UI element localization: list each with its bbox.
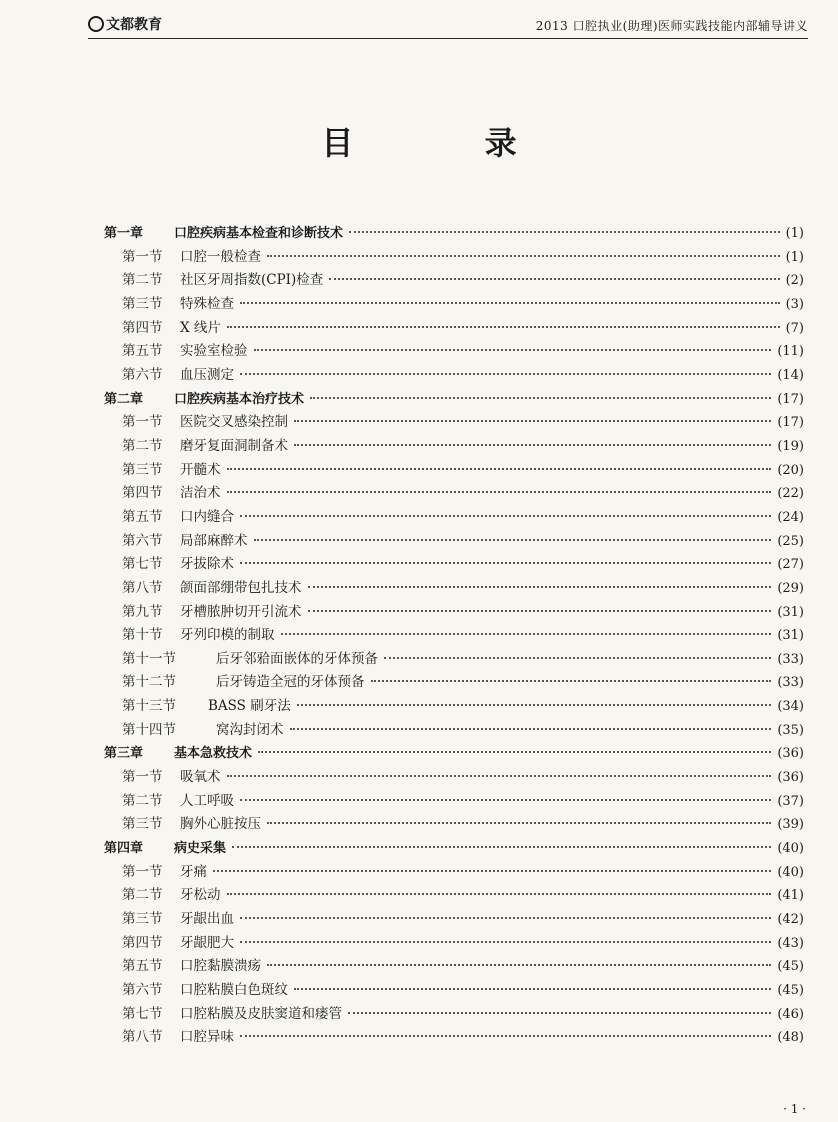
toc-entry-page: (25) [777, 533, 804, 549]
publisher-logo [88, 14, 162, 34]
toc-entry-title: 牙槽脓肿切开引流术 [180, 603, 302, 620]
toc-entry-title: 基本急救技术 [174, 746, 253, 762]
toc-entry-page: (2) [785, 273, 804, 289]
toc-entry-number: 第八节 [122, 579, 163, 596]
toc-section-entry[interactable] [104, 482, 804, 506]
dot-leader [240, 562, 771, 564]
toc-entry-number: 第五节 [122, 958, 163, 975]
dot-leader [240, 373, 771, 375]
toc-chapter-entry[interactable] [104, 388, 804, 412]
dot-leader [384, 657, 771, 659]
toc-entry-page: (29) [777, 580, 804, 596]
toc-entry-page: (31) [777, 628, 804, 644]
dot-leader [240, 515, 771, 517]
header-title: 2013 口腔执业(助理)医师实践技能内部辅导讲义 [535, 19, 808, 33]
toc-entry-page: (11) [777, 344, 804, 360]
toc-entry-title: 胸外心脏按压 [180, 816, 261, 833]
dot-leader [267, 964, 771, 966]
toc-entry-title: 洁治术 [180, 485, 221, 502]
toc-entry-title: 局部麻醉术 [180, 532, 248, 549]
dot-leader [227, 775, 772, 777]
toc-section-entry[interactable] [104, 553, 804, 577]
toc-entry-number: 第四节 [122, 485, 163, 502]
toc-entry-page: (20) [777, 462, 804, 478]
toc-entry-title: 牙列印模的制取 [180, 627, 275, 644]
toc-entry-title: 牙拔除术 [180, 556, 234, 573]
dot-leader [294, 444, 771, 446]
toc-entry-number: 第四节 [122, 319, 163, 336]
toc-entry-title: 后牙邻𬌗面嵌体的牙体预备 [216, 650, 378, 667]
toc-entry-title: BASS 刷牙法 [208, 698, 291, 715]
toc-entry-page: (27) [777, 557, 804, 573]
toc-entry-number: 第八节 [122, 1029, 163, 1046]
toc-entry-page: (1) [785, 249, 804, 265]
toc-section-entry[interactable] [104, 364, 804, 388]
dot-leader [240, 1035, 771, 1037]
page-title: 目 录 [321, 124, 577, 162]
dot-leader [267, 822, 771, 824]
dot-leader [294, 420, 771, 422]
toc-section-entry[interactable] [104, 317, 804, 341]
toc-entry-number: 第十二节 [122, 674, 176, 691]
toc-entry-title: 吸氧术 [180, 769, 221, 786]
toc-entry-page: (40) [777, 864, 804, 880]
toc-section-entry[interactable] [104, 340, 804, 364]
toc-entry-page: (24) [777, 509, 804, 525]
toc-section-entry[interactable] [104, 601, 804, 625]
toc-entry-title: 实验室检验 [180, 343, 248, 360]
logo-text: 文都教育 [106, 17, 162, 33]
toc-entry-number: 第三章 [104, 746, 144, 762]
dot-leader [371, 680, 772, 682]
dot-leader [227, 326, 780, 328]
toc-entry-title: 牙龈肥大 [180, 934, 234, 951]
toc-section-entry[interactable] [104, 1003, 804, 1027]
toc-entry-page: (22) [777, 486, 804, 502]
toc-entry-number: 第五节 [122, 343, 163, 360]
dot-leader [240, 917, 771, 919]
toc-entry-title: 颌面部绷带包扎技术 [180, 579, 302, 596]
toc-entry-page: (3) [785, 296, 804, 312]
toc-entry-number: 第四节 [122, 934, 163, 951]
toc-entry-page: (40) [777, 841, 804, 857]
dot-leader [329, 278, 779, 280]
toc-entry-number: 第一节 [122, 863, 163, 880]
dot-leader [254, 539, 772, 541]
toc-entry-number: 第六节 [122, 532, 163, 549]
toc-entry-title: 口腔一般检查 [180, 248, 261, 265]
toc-section-entry[interactable] [104, 861, 804, 885]
toc-entry-page: (42) [777, 912, 804, 928]
toc-chapter-entry[interactable] [104, 742, 804, 766]
toc-entry-title: 牙痛 [180, 863, 207, 880]
toc-section-entry[interactable] [104, 435, 804, 459]
dot-leader [349, 231, 780, 233]
dot-leader [308, 586, 772, 588]
toc-section-entry[interactable] [104, 884, 804, 908]
toc-entry-number: 第一节 [122, 414, 163, 431]
toc-entry-number: 第十四节 [122, 721, 176, 738]
toc-section-entry[interactable] [104, 293, 804, 317]
dot-leader [254, 349, 772, 351]
dot-leader [213, 870, 771, 872]
toc-entry-page: (31) [777, 604, 804, 620]
toc-entry-page: (36) [777, 746, 804, 762]
toc-section-entry[interactable] [104, 506, 804, 530]
toc-section-entry[interactable] [104, 648, 804, 672]
dot-leader [227, 893, 772, 895]
toc-section-entry[interactable] [104, 908, 804, 932]
toc-entry-number: 第二节 [122, 272, 163, 289]
toc-section-entry[interactable] [104, 766, 804, 790]
toc-entry-title: 牙龈出血 [180, 911, 234, 928]
toc-entry-page: (17) [777, 415, 804, 431]
toc-section-entry[interactable] [104, 790, 804, 814]
toc-entry-title: 口腔疾病基本检查和诊断技术 [174, 226, 344, 241]
toc-entry-page: (48) [777, 1030, 804, 1046]
dot-leader [227, 491, 772, 493]
toc-entry-page: (45) [777, 959, 804, 975]
toc-entry-number: 第三节 [122, 816, 163, 833]
toc-entry-page: (17) [777, 391, 804, 407]
toc-entry-page: (33) [777, 651, 804, 667]
toc-entry-number: 第九节 [122, 603, 163, 620]
toc-section-entry[interactable] [104, 577, 804, 601]
toc-entry-title: 社区牙周指数(CPI)检查 [180, 272, 324, 289]
toc-section-entry[interactable] [104, 979, 804, 1003]
table-of-contents [104, 222, 804, 1050]
toc-section-entry[interactable] [104, 411, 804, 435]
page-number: · 1 · [783, 1102, 806, 1116]
toc-entry-title: 血压测定 [180, 366, 234, 383]
dot-leader [308, 610, 772, 612]
toc-section-entry[interactable] [104, 671, 804, 695]
toc-entry-number: 第一节 [122, 248, 163, 265]
toc-entry-number: 第二章 [104, 391, 144, 407]
toc-entry-title: 医院交叉感染控制 [180, 414, 288, 431]
toc-entry-number: 第四章 [104, 841, 144, 857]
toc-section-entry[interactable] [104, 719, 804, 743]
toc-section-entry[interactable] [104, 813, 804, 837]
dot-leader [240, 941, 771, 943]
toc-entry-page: (7) [785, 320, 804, 336]
toc-entry-page: (33) [777, 675, 804, 691]
toc-entry-page: (34) [777, 699, 804, 715]
toc-entry-title: 磨牙复面洞制备术 [180, 437, 288, 454]
toc-entry-page: (36) [777, 770, 804, 786]
toc-section-entry[interactable] [104, 695, 804, 719]
toc-entry-page: (35) [777, 722, 804, 738]
toc-section-entry[interactable] [104, 932, 804, 956]
dot-leader [240, 302, 780, 304]
toc-entry-title: 窝沟封闭术 [216, 721, 284, 738]
toc-entry-page: (41) [777, 888, 804, 904]
dot-leader [267, 255, 780, 257]
toc-entry-number: 第十一节 [122, 650, 176, 667]
toc-entry-page: (37) [777, 793, 804, 809]
toc-entry-page: (46) [777, 1006, 804, 1022]
toc-entry-title: 口腔疾病基本治疗技术 [174, 391, 305, 407]
dot-leader [240, 799, 771, 801]
toc-entry-number: 第六节 [122, 982, 163, 998]
toc-entry-page: (45) [777, 983, 804, 998]
toc-entry-number: 第六节 [122, 366, 163, 383]
toc-section-entry[interactable] [104, 624, 804, 648]
dot-leader [232, 846, 771, 848]
toc-entry-title: 特殊检查 [180, 295, 234, 312]
dot-leader [310, 397, 771, 399]
toc-section-entry[interactable] [104, 530, 804, 554]
toc-entry-title: 口腔异味 [180, 1029, 234, 1046]
toc-entry-number: 第七节 [122, 556, 163, 573]
toc-entry-title: 口腔粘膜白色斑纹 [180, 982, 288, 998]
toc-entry-number: 第五节 [122, 508, 163, 525]
dot-leader [258, 751, 771, 753]
toc-entry-number: 第一章 [104, 226, 144, 241]
toc-entry-title: 口腔黏膜溃疡 [180, 958, 261, 975]
dot-leader [348, 1012, 771, 1014]
toc-entry-number: 第三节 [122, 295, 163, 312]
toc-entry-page: (43) [777, 935, 804, 951]
toc-entry-number: 第十节 [122, 627, 163, 644]
toc-entry-title: 开髓术 [180, 461, 221, 478]
toc-entry-page: (19) [777, 438, 804, 454]
toc-entry-number: 第三节 [122, 911, 163, 928]
toc-entry-title: 牙松动 [180, 887, 221, 904]
toc-section-entry[interactable] [104, 246, 804, 270]
toc-entry-number: 第二节 [122, 887, 163, 904]
toc-entry-number: 第二节 [122, 792, 163, 809]
toc-chapter-entry[interactable] [104, 222, 804, 246]
toc-section-entry[interactable] [104, 269, 804, 293]
toc-entry-title: X 线片 [180, 319, 221, 336]
toc-entry-number: 第十三节 [122, 698, 176, 715]
toc-entry-page: (14) [777, 367, 804, 383]
page-header [88, 12, 808, 39]
toc-entry-number: 第二节 [122, 437, 163, 454]
toc-entry-title: 后牙铸造全冠的牙体预备 [216, 674, 365, 691]
toc-section-entry[interactable] [104, 1026, 804, 1050]
dot-leader [227, 468, 772, 470]
logo-icon [88, 16, 104, 32]
toc-entry-page: (1) [785, 226, 804, 241]
dot-leader [294, 988, 771, 990]
toc-entry-page: (39) [777, 817, 804, 833]
dot-leader [297, 704, 772, 706]
toc-entry-title: 人工呼吸 [180, 792, 234, 809]
toc-entry-number: 第三节 [122, 461, 163, 478]
dot-leader [290, 728, 772, 730]
toc-entry-title: 口腔粘膜及皮肤窦道和瘘管 [180, 1005, 342, 1022]
toc-chapter-entry[interactable] [104, 837, 804, 861]
toc-entry-number: 第七节 [122, 1005, 163, 1022]
dot-leader [281, 633, 772, 635]
toc-entry-title: 口内缝合 [180, 508, 234, 525]
toc-entry-title: 病史采集 [174, 841, 227, 857]
toc-entry-number: 第一节 [122, 769, 163, 786]
toc-section-entry[interactable] [104, 955, 804, 979]
toc-section-entry[interactable] [104, 459, 804, 483]
